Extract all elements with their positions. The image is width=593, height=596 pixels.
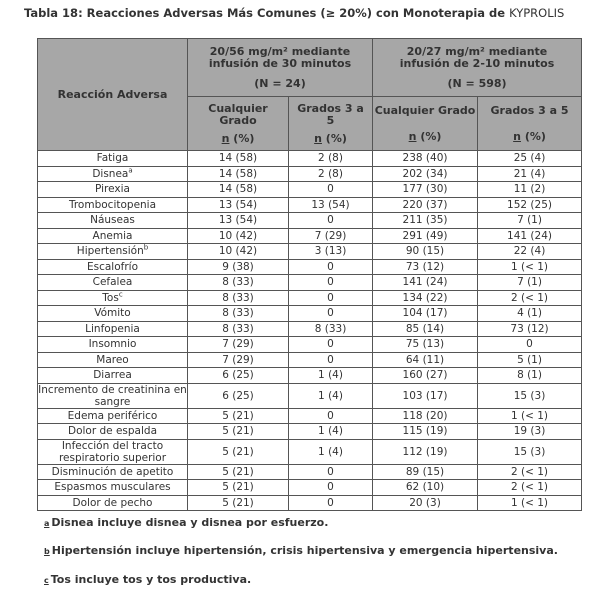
reaction-name-cell: [38, 306, 188, 322]
value-cell-b: 0: [289, 495, 373, 511]
reaction-name-cell: [38, 352, 188, 368]
value-cell-b: 0: [289, 352, 373, 368]
reaction-name: Anemia: [92, 229, 133, 242]
footnote-b: [44, 544, 558, 557]
reaction-name: Linfopenia: [85, 322, 140, 335]
value-cell-a: 14 (58): [188, 182, 289, 198]
value-cell-b: 0: [289, 306, 373, 322]
value-cell-a: 5 (21): [188, 464, 289, 480]
value-cell-c: 291 (49): [373, 228, 478, 244]
reaction-name-cell: [38, 166, 188, 182]
reaction-name: Infección del tracto respiratorio superior: [58, 439, 167, 464]
value-cell-d: 2 (< 1): [478, 290, 582, 306]
footnote-text: Tos incluye tos y tos productiva.: [50, 573, 252, 586]
footnote-text: Hipertensión incluye hipertensión, crisis hipertensiva y emergencia hipertensiva.: [51, 544, 558, 557]
value-cell-b: 0: [289, 337, 373, 353]
value-cell-b: 1 (4): [289, 368, 373, 384]
g2-g34-n-pct: [478, 131, 581, 143]
g1-any-grade-header: [188, 97, 289, 151]
reaction-name-cell: [38, 480, 188, 496]
reaction-name: Diarrea: [93, 369, 132, 382]
footnote-mark: a: [44, 519, 50, 528]
value-cell-d: 5 (1): [478, 352, 582, 368]
value-cell-a: 8 (33): [188, 321, 289, 337]
table-row: [38, 290, 582, 306]
group2-header: [373, 39, 582, 97]
value-cell-c: 85 (14): [373, 321, 478, 337]
reaction-name-cell: [38, 182, 188, 198]
value-cell-a: 6 (25): [188, 368, 289, 384]
reaction-name-cell: [38, 337, 188, 353]
value-cell-c: 202 (34): [373, 166, 478, 182]
value-cell-d: 73 (12): [478, 321, 582, 337]
value-cell-d: 15 (3): [478, 439, 582, 464]
group2-n: (N = 598): [447, 76, 507, 90]
value-cell-c: 141 (24): [373, 275, 478, 291]
reaction-name-cell: [38, 495, 188, 511]
reaction-name: Dolor de espalda: [67, 425, 157, 438]
value-cell-d: 7 (1): [478, 275, 582, 291]
table-title: [24, 6, 564, 20]
value-cell-a: 7 (29): [188, 352, 289, 368]
value-cell-c: 64 (11): [373, 352, 478, 368]
reaction-name: Edema periférico: [67, 409, 158, 422]
reaction-name: Dolor de pecho: [72, 496, 153, 509]
value-cell-a: 13 (54): [188, 197, 289, 213]
value-cell-b: 3 (13): [289, 244, 373, 260]
table-row: [38, 368, 582, 384]
value-cell-d: 1 (< 1): [478, 408, 582, 424]
reaction-name-cell: [38, 259, 188, 275]
value-cell-c: 115 (19): [373, 424, 478, 440]
g1-grade34-label: Grados 3 a 5: [297, 101, 364, 127]
reaction-name: Hipertensión: [76, 245, 144, 258]
value-cell-b: 0: [289, 213, 373, 229]
value-cell-b: 0: [289, 464, 373, 480]
value-cell-c: 238 (40): [373, 151, 478, 167]
reaction-name-cell: [38, 275, 188, 291]
value-cell-b: 0: [289, 259, 373, 275]
reaction-name-cell: [38, 464, 188, 480]
value-cell-b: 2 (8): [289, 166, 373, 182]
value-cell-b: 0: [289, 290, 373, 306]
value-cell-d: 15 (3): [478, 383, 582, 408]
value-cell-c: 104 (17): [373, 306, 478, 322]
value-cell-d: 11 (2): [478, 182, 582, 198]
g1-any-grade-label: Cualquier Grado: [208, 101, 268, 127]
reaction-name: Cefalea: [92, 276, 133, 289]
table-row: [38, 259, 582, 275]
value-cell-d: 22 (4): [478, 244, 582, 260]
reaction-name-cell: [38, 368, 188, 384]
value-cell-a: 10 (42): [188, 228, 289, 244]
value-cell-c: 20 (3): [373, 495, 478, 511]
table-row: [38, 166, 582, 182]
value-cell-b: 2 (8): [289, 151, 373, 167]
value-cell-a: 5 (21): [188, 424, 289, 440]
reaction-name: Insomnio: [88, 338, 137, 351]
value-cell-a: 14 (58): [188, 166, 289, 182]
value-cell-c: 62 (10): [373, 480, 478, 496]
adverse-reactions-table: [37, 38, 582, 511]
table-row: [38, 424, 582, 440]
value-cell-d: 1 (< 1): [478, 495, 582, 511]
pct-label: (%): [321, 131, 347, 145]
value-cell-d: 25 (4): [478, 151, 582, 167]
table-row: [38, 337, 582, 353]
value-cell-c: 220 (37): [373, 197, 478, 213]
reaction-name: Fatiga: [96, 152, 129, 165]
value-cell-c: 160 (27): [373, 368, 478, 384]
reaction-name: Espasmos musculares: [54, 481, 171, 494]
footnote-a: [44, 516, 328, 529]
brand-name: KYPROLIS: [509, 6, 565, 20]
table-row: [38, 275, 582, 291]
footnote-mark: c: [44, 576, 49, 585]
value-cell-d: 7 (1): [478, 213, 582, 229]
value-cell-b: 0: [289, 182, 373, 198]
value-cell-b: 0: [289, 480, 373, 496]
footnote-ref: b: [143, 243, 149, 252]
group1-dose: 20/56 mg/m² mediante infusión de 30 minutos: [208, 44, 352, 70]
value-cell-d: 152 (25): [478, 197, 582, 213]
value-cell-c: 112 (19): [373, 439, 478, 464]
value-cell-c: 177 (30): [373, 182, 478, 198]
value-cell-a: 14 (58): [188, 151, 289, 167]
value-cell-b: 8 (33): [289, 321, 373, 337]
value-cell-d: 141 (24): [478, 228, 582, 244]
value-cell-c: 75 (13): [373, 337, 478, 353]
reaction-name: Vómito: [94, 307, 131, 320]
value-cell-a: 5 (21): [188, 408, 289, 424]
reaction-name-cell: [38, 408, 188, 424]
value-cell-a: 8 (33): [188, 290, 289, 306]
n-label: n: [314, 131, 322, 145]
value-cell-c: 211 (35): [373, 213, 478, 229]
value-cell-a: 8 (33): [188, 275, 289, 291]
table-row: [38, 182, 582, 198]
value-cell-d: 19 (3): [478, 424, 582, 440]
table-body: [38, 151, 582, 511]
value-cell-d: 4 (1): [478, 306, 582, 322]
table-row: [38, 197, 582, 213]
reaction-name-cell: [38, 228, 188, 244]
table-row: [38, 151, 582, 167]
reaction-name-cell: [38, 290, 188, 306]
value-cell-a: 10 (42): [188, 244, 289, 260]
value-cell-d: 0: [478, 337, 582, 353]
g1-g34-n-pct: [289, 133, 372, 145]
value-cell-b: 0: [289, 408, 373, 424]
reaction-name-cell: [38, 424, 188, 440]
reaction-name: Tos: [102, 291, 119, 304]
group2-dose: 20/27 mg/m² mediante infusión de 2-10 minutos: [399, 44, 555, 70]
value-cell-d: 8 (1): [478, 368, 582, 384]
value-cell-d: 21 (4): [478, 166, 582, 182]
value-cell-a: 8 (33): [188, 306, 289, 322]
value-cell-a: 7 (29): [188, 337, 289, 353]
table-title-text: Tabla 18: Reacciones Adversas Más Comunes (≥ 20%) con Monoterapia de: [24, 6, 510, 20]
g2-any-grade-label: Cualquier Grado: [374, 103, 476, 117]
value-cell-a: 5 (21): [188, 480, 289, 496]
table-row: [38, 352, 582, 368]
value-cell-b: 0: [289, 275, 373, 291]
reaction-name: Escalofrío: [86, 260, 138, 273]
reaction-name-cell: [38, 197, 188, 213]
n-label: n: [513, 129, 521, 143]
pct-label: (%): [229, 131, 255, 145]
reaction-name-cell: [38, 244, 188, 260]
table-row: [38, 480, 582, 496]
value-cell-a: 5 (21): [188, 495, 289, 511]
footnote-ref: a: [128, 166, 133, 175]
reaction-column-header: Reacción Adversa: [38, 39, 188, 151]
table-row: [38, 464, 582, 480]
value-cell-b: 1 (4): [289, 439, 373, 464]
g1-grade34-header: [289, 97, 373, 151]
footnote-mark: b: [44, 547, 50, 556]
footnote-ref: c: [118, 290, 123, 299]
g2-grade34-header: [478, 97, 582, 151]
reaction-name-cell: [38, 321, 188, 337]
value-cell-c: 118 (20): [373, 408, 478, 424]
value-cell-b: 1 (4): [289, 424, 373, 440]
table-row: [38, 321, 582, 337]
reaction-name-cell: [38, 213, 188, 229]
reaction-name-cell: [38, 439, 188, 464]
table-row: [38, 228, 582, 244]
footnote-c: [44, 573, 251, 586]
value-cell-c: 73 (12): [373, 259, 478, 275]
reaction-name-cell: [38, 151, 188, 167]
pct-label: (%): [416, 129, 442, 143]
group1-header: [188, 39, 373, 97]
reaction-name-cell: [38, 383, 188, 408]
reaction-name: Mareo: [96, 353, 129, 366]
pct-label: (%): [520, 129, 546, 143]
value-cell-c: 90 (15): [373, 244, 478, 260]
reaction-name: Pirexia: [95, 183, 130, 196]
g2-grade34-label: Grados 3 a 5: [490, 103, 569, 117]
value-cell-b: 7 (29): [289, 228, 373, 244]
table-row: [38, 213, 582, 229]
table-row: [38, 306, 582, 322]
g1-any-n-pct: [188, 133, 288, 145]
table-row: [38, 383, 582, 408]
value-cell-b: 1 (4): [289, 383, 373, 408]
footnote-text: Disnea incluye disnea y disnea por esfuerzo.: [51, 516, 329, 529]
g2-any-n-pct: [373, 131, 477, 143]
value-cell-d: 2 (< 1): [478, 464, 582, 480]
reaction-name: Náuseas: [90, 214, 135, 227]
reaction-name: Disnea: [92, 167, 129, 180]
table-row: [38, 244, 582, 260]
value-cell-a: 9 (38): [188, 259, 289, 275]
value-cell-c: 134 (22): [373, 290, 478, 306]
g2-any-grade-header: [373, 97, 478, 151]
value-cell-c: 103 (17): [373, 383, 478, 408]
n-label: n: [408, 129, 417, 143]
reaction-name: Disminución de apetito: [51, 465, 174, 478]
n-label: n: [221, 131, 230, 145]
table-row: [38, 408, 582, 424]
reaction-name: Incremento de creatinina en sangre: [38, 383, 187, 408]
value-cell-a: 6 (25): [188, 383, 289, 408]
value-cell-b: 13 (54): [289, 197, 373, 213]
group1-n: (N = 24): [254, 76, 306, 90]
value-cell-d: 2 (< 1): [478, 480, 582, 496]
value-cell-d: 1 (< 1): [478, 259, 582, 275]
value-cell-c: 89 (15): [373, 464, 478, 480]
value-cell-a: 5 (21): [188, 439, 289, 464]
value-cell-a: 13 (54): [188, 213, 289, 229]
table-row: [38, 495, 582, 511]
reaction-name: Trombocitopenia: [68, 198, 157, 211]
table-row: [38, 439, 582, 464]
